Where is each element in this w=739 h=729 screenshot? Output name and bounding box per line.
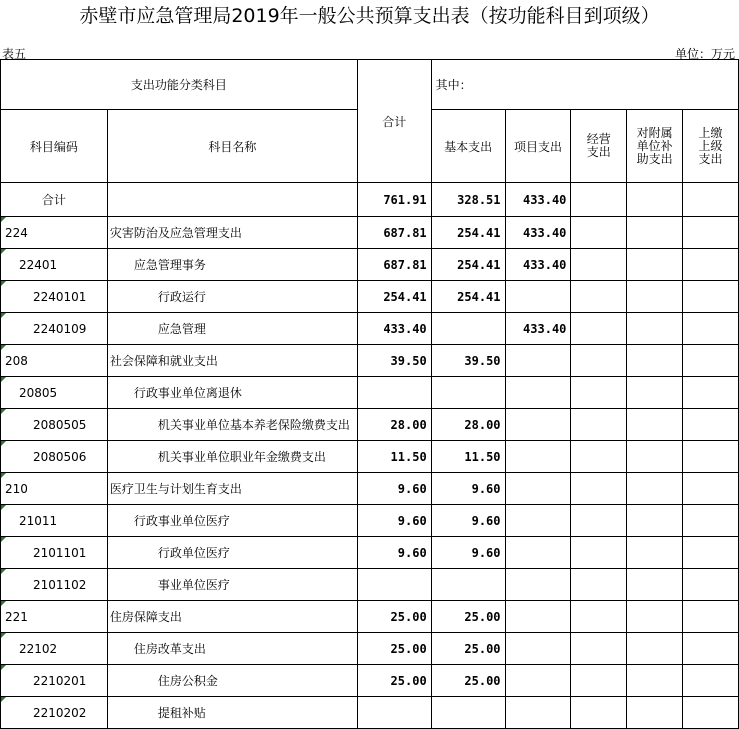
cell-basic: 25.00 bbox=[431, 633, 505, 665]
budget-table bbox=[0, 59, 739, 729]
cell-code: 2080506 bbox=[1, 441, 108, 473]
header-subsidy bbox=[627, 110, 683, 183]
cell-business bbox=[571, 697, 627, 729]
cell-total: 28.00 bbox=[357, 409, 431, 441]
table-row bbox=[1, 345, 739, 377]
cell-name: 行政单位医疗 bbox=[107, 537, 357, 569]
cell-subsidy bbox=[627, 345, 683, 377]
cell-name bbox=[107, 183, 357, 217]
cell-subsidy bbox=[627, 441, 683, 473]
cell-total bbox=[357, 697, 431, 729]
cell-code: 22401 bbox=[1, 249, 108, 281]
cell-business bbox=[571, 249, 627, 281]
cell-superior bbox=[683, 409, 739, 441]
cell-project bbox=[505, 473, 571, 505]
cell-code: 20805 bbox=[1, 377, 108, 409]
cell-total: 9.60 bbox=[357, 537, 431, 569]
cell-business bbox=[571, 569, 627, 601]
cell-subsidy bbox=[627, 569, 683, 601]
cell-project bbox=[505, 441, 571, 473]
cell-name: 机关事业单位职业年金缴费支出 bbox=[107, 441, 357, 473]
cell-code: 2240101 bbox=[1, 281, 108, 313]
cell-business bbox=[571, 633, 627, 665]
header-project: 项目支出 bbox=[505, 110, 571, 183]
cell-project: 433.40 bbox=[505, 217, 571, 249]
cell-name: 应急管理事务 bbox=[107, 249, 357, 281]
cell-total: 9.60 bbox=[357, 505, 431, 537]
cell-total: 25.00 bbox=[357, 665, 431, 697]
header-total: 合计 bbox=[357, 60, 431, 183]
cell-subsidy bbox=[627, 537, 683, 569]
cell-subsidy bbox=[627, 281, 683, 313]
cell-subsidy bbox=[627, 473, 683, 505]
header-code: 科目编码 bbox=[1, 110, 108, 183]
table-row bbox=[1, 441, 739, 473]
cell-name: 提租补贴 bbox=[107, 697, 357, 729]
cell-name: 机关事业单位基本养老保险缴费支出 bbox=[107, 409, 357, 441]
cell-business bbox=[571, 313, 627, 345]
cell-superior bbox=[683, 537, 739, 569]
cell-total: 11.50 bbox=[357, 441, 431, 473]
table-row bbox=[1, 217, 739, 249]
cell-project bbox=[505, 377, 571, 409]
cell-name: 应急管理 bbox=[107, 313, 357, 345]
cell-project: 433.40 bbox=[505, 249, 571, 281]
cell-superior bbox=[683, 473, 739, 505]
cell-superior bbox=[683, 697, 739, 729]
cell-superior bbox=[683, 569, 739, 601]
cell-business bbox=[571, 441, 627, 473]
cell-code: 2210201 bbox=[1, 665, 108, 697]
cell-subsidy bbox=[627, 377, 683, 409]
cell-basic bbox=[431, 377, 505, 409]
cell-code: 224 bbox=[1, 217, 108, 249]
cell-project bbox=[505, 569, 571, 601]
header-name: 科目名称 bbox=[107, 110, 357, 183]
cell-total: 9.60 bbox=[357, 473, 431, 505]
cell-code: 2101102 bbox=[1, 569, 108, 601]
cell-business bbox=[571, 281, 627, 313]
cell-subsidy bbox=[627, 183, 683, 217]
header-subsidy-text: 对附属单位补助支出 bbox=[636, 125, 673, 166]
cell-subsidy bbox=[627, 665, 683, 697]
cell-superior bbox=[683, 249, 739, 281]
cell-basic: 254.41 bbox=[431, 249, 505, 281]
cell-name: 灾害防治及应急管理支出 bbox=[107, 217, 357, 249]
cell-code: 210 bbox=[1, 473, 108, 505]
cell-name: 行政事业单位医疗 bbox=[107, 505, 357, 537]
cell-business bbox=[571, 345, 627, 377]
header-of-which: 其中： bbox=[431, 60, 738, 110]
cell-project bbox=[505, 281, 571, 313]
cell-subsidy bbox=[627, 505, 683, 537]
cell-project: 433.40 bbox=[505, 183, 571, 217]
cell-subsidy bbox=[627, 217, 683, 249]
cell-name: 行政运行 bbox=[107, 281, 357, 313]
cell-basic bbox=[431, 697, 505, 729]
cell-business bbox=[571, 665, 627, 697]
cell-code: 合计 bbox=[1, 183, 108, 217]
cell-name: 行政事业单位离退休 bbox=[107, 377, 357, 409]
cell-basic: 11.50 bbox=[431, 441, 505, 473]
header-superior bbox=[683, 110, 739, 183]
cell-total: 39.50 bbox=[357, 345, 431, 377]
cell-code: 22102 bbox=[1, 633, 108, 665]
cell-business bbox=[571, 537, 627, 569]
table-row bbox=[1, 601, 739, 633]
cell-subsidy bbox=[627, 633, 683, 665]
cell-subsidy bbox=[627, 697, 683, 729]
cell-project bbox=[505, 409, 571, 441]
cell-subsidy bbox=[627, 601, 683, 633]
header-business bbox=[571, 110, 627, 183]
cell-basic bbox=[431, 569, 505, 601]
cell-basic: 28.00 bbox=[431, 409, 505, 441]
cell-project: 433.40 bbox=[505, 313, 571, 345]
table-row bbox=[1, 409, 739, 441]
cell-basic: 9.60 bbox=[431, 537, 505, 569]
table-row bbox=[1, 183, 739, 217]
cell-superior bbox=[683, 281, 739, 313]
cell-superior bbox=[683, 601, 739, 633]
cell-business bbox=[571, 601, 627, 633]
cell-project bbox=[505, 537, 571, 569]
table-row bbox=[1, 313, 739, 345]
cell-project bbox=[505, 505, 571, 537]
cell-name: 住房公积金 bbox=[107, 665, 357, 697]
cell-subsidy bbox=[627, 249, 683, 281]
cell-name: 住房保障支出 bbox=[107, 601, 357, 633]
cell-basic: 254.41 bbox=[431, 217, 505, 249]
cell-project bbox=[505, 601, 571, 633]
cell-basic: 9.60 bbox=[431, 473, 505, 505]
cell-code: 2210202 bbox=[1, 697, 108, 729]
cell-basic: 25.00 bbox=[431, 665, 505, 697]
cell-basic: 39.50 bbox=[431, 345, 505, 377]
cell-business bbox=[571, 377, 627, 409]
cell-subsidy bbox=[627, 409, 683, 441]
cell-business bbox=[571, 409, 627, 441]
cell-basic bbox=[431, 313, 505, 345]
cell-basic: 9.60 bbox=[431, 505, 505, 537]
cell-superior bbox=[683, 633, 739, 665]
cell-code: 2080505 bbox=[1, 409, 108, 441]
cell-superior bbox=[683, 505, 739, 537]
cell-business bbox=[571, 473, 627, 505]
cell-business bbox=[571, 217, 627, 249]
cell-basic: 25.00 bbox=[431, 601, 505, 633]
cell-total bbox=[357, 569, 431, 601]
table-row bbox=[1, 665, 739, 697]
cell-business bbox=[571, 183, 627, 217]
cell-project bbox=[505, 633, 571, 665]
cell-superior bbox=[683, 665, 739, 697]
cell-total: 687.81 bbox=[357, 249, 431, 281]
cell-name: 医疗卫生与计划生育支出 bbox=[107, 473, 357, 505]
table-row bbox=[1, 473, 739, 505]
table-row bbox=[1, 377, 739, 409]
header-superior-text: 上缴上级支出 bbox=[698, 125, 723, 166]
cell-superior bbox=[683, 183, 739, 217]
cell-code: 221 bbox=[1, 601, 108, 633]
cell-subsidy bbox=[627, 313, 683, 345]
cell-basic: 328.51 bbox=[431, 183, 505, 217]
cell-total: 254.41 bbox=[357, 281, 431, 313]
cell-code: 2101101 bbox=[1, 537, 108, 569]
table-row bbox=[1, 281, 739, 313]
table-row bbox=[1, 505, 739, 537]
cell-total: 687.81 bbox=[357, 217, 431, 249]
cell-code: 21011 bbox=[1, 505, 108, 537]
cell-project bbox=[505, 345, 571, 377]
cell-name: 社会保障和就业支出 bbox=[107, 345, 357, 377]
cell-superior bbox=[683, 441, 739, 473]
cell-basic: 254.41 bbox=[431, 281, 505, 313]
page-title: 赤壁市应急管理局2019年一般公共预算支出表（按功能科目到项级） bbox=[79, 5, 660, 27]
sheet-number: 表五 bbox=[2, 47, 27, 61]
cell-code: 2240109 bbox=[1, 313, 108, 345]
cell-total bbox=[357, 377, 431, 409]
table-row bbox=[1, 633, 739, 665]
cell-total: 433.40 bbox=[357, 313, 431, 345]
header-business-text: 经营支出 bbox=[586, 132, 611, 159]
table-row bbox=[1, 697, 739, 729]
table-row bbox=[1, 537, 739, 569]
cell-superior bbox=[683, 217, 739, 249]
cell-total: 25.00 bbox=[357, 633, 431, 665]
cell-business bbox=[571, 505, 627, 537]
cell-project bbox=[505, 665, 571, 697]
cell-superior bbox=[683, 345, 739, 377]
cell-superior bbox=[683, 377, 739, 409]
cell-total: 25.00 bbox=[357, 601, 431, 633]
unit-label: 单位：万元 bbox=[674, 47, 735, 61]
cell-name: 事业单位医疗 bbox=[107, 569, 357, 601]
cell-name: 住房改革支出 bbox=[107, 633, 357, 665]
cell-project bbox=[505, 697, 571, 729]
table-row bbox=[1, 249, 739, 281]
header-basic: 基本支出 bbox=[431, 110, 505, 183]
cell-superior bbox=[683, 313, 739, 345]
table-row bbox=[1, 569, 739, 601]
cell-total: 761.91 bbox=[357, 183, 431, 217]
cell-code: 208 bbox=[1, 345, 108, 377]
header-category: 支出功能分类科目 bbox=[1, 60, 358, 110]
